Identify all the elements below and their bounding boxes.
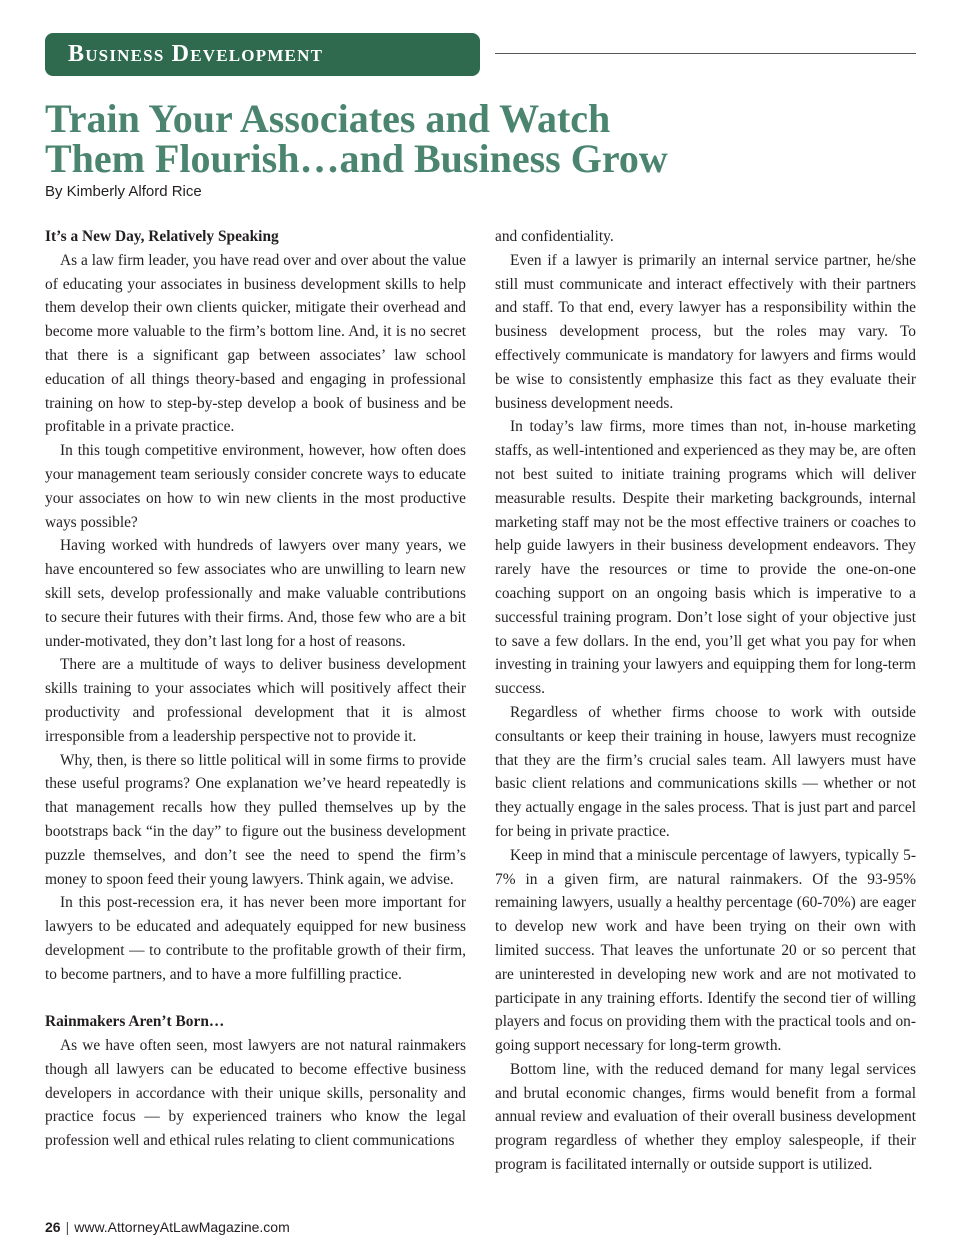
paragraph: In this post-recession era, it has never been more important for lawyers to be educated and adequately equipped for new business development — to contribute to the profitable growth of their firm, to become partners, and to have a more fulfilling practice. (45, 894, 466, 983)
paragraph: As a law firm leader, you have read over and over about the value of educating your associates in business development skills to help them develop their own clients quicker, mitigate their overhead and become more valuable to the firm’s bottom line. And, it is no secret that there is a significant gap between associates’ law school education of all things theory-based and engaging in professional training on how to step-by-step develop a book of business and be profitable in a private practice. (45, 251, 466, 436)
paragraph: Having worked with hundreds of lawyers over many years, we have encountered so few associates who are unwilling to learn new skill sets, develop professionally and make valuable contributions to secure their futures with their firms. And, those few who are a bit under-motivated, they don’t last long for a host of reasons. (45, 537, 466, 650)
paragraph: As we have often seen, most lawyers are not natural rainmakers though all lawyers can be educated to become effective business developers in accordance with their unique skills, personality and practice focus — by experienced trainers who know the legal profession well and ethical rules relating to client communications (45, 1037, 466, 1150)
article-title-line-1: Train Your Associates and Watch (45, 96, 611, 141)
paragraph: Bottom line, with the reduced demand for many legal services and brutal economic changes, firms would benefit from a formal annual review and evaluation of their overall business development program regardless of whether they employ salespeople, if their program is facilitated internally or outside support is utilized. (495, 1060, 916, 1174)
page-number: 26 (45, 1219, 61, 1235)
paragraph: Keep in mind that a miniscule percentage of lawyers, typically 5-7% in a given firm, are natural rainmakers. Of the 93-95% remaining lawyers, usually a healthy percentage (60-70%) are eager to develop new work and have been trying on their own with limited success. That leaves the unfortunate 20 or so percent that are uninterested in developing new work and are not motivated to participate in any training efforts. Identify the second tier of willing players and focus on providing them with the practical tools and on-going support necessary for long-term growth. (495, 846, 916, 1055)
paragraph: In today’s law firms, more times than not, in-house marketing staffs, as well-intentioned and experienced as they may be, are often not best suited to initiate training programs which will deliver measurable results. Despite their marketing backgrounds, internal marketing staff may not be the most effective trainers or coaches to help guide lawyers in their business development endeavors. They rarely have the resources or time to provide the one-on-one coaching support on an ongoing basis which is imperative to a successful training program. Don’t lose sight of your objective just to save a few dollars. In the end, you’ll get what you pay for when investing in training your lawyers and equipping them for long-term success. (495, 418, 916, 698)
section-label: Business Development (45, 33, 480, 76)
paragraph: Why, then, is there so little political will in some firms to provide these useful programs? One explanation we’ve heard repeatedly is that management recalls how they pulled themselves up by the bootstraps back “in the day” to figure out the business development puzzle themselves, and don’t see the need to spend the firm’s money to spoon feed their young lawyers. Think again, we advise. (45, 751, 466, 888)
byline: By Kimberly Alford Rice (45, 183, 202, 200)
website-link[interactable]: www.AttorneyAtLawMagazine.com (74, 1219, 290, 1235)
subheading-new-day: It’s a New Day, Relatively Speaking (45, 228, 279, 245)
paragraph: Even if a lawyer is primarily an internal service partner, he/she still must communicate and interact effectively with their partners and staff. To that end, every lawyer has a responsibility within the business development process, but the roles may vary. To effectively communicate is mandatory for lawyers and firms would be wise to consistently emphasize this fact as they evaluate their business development needs. (495, 251, 916, 412)
paragraph: Regardless of whether firms choose to work with outside consultants or keep their training in house, lawyers must recognize that they are the firm’s crucial sales team. All lawyers must have basic client relations and communications skills — whether or not they actually engage in the sales process. That is just part and parcel for being in private practice. (495, 703, 916, 840)
paragraph: In this tough competitive environment, however, how often does your management team seriously consider concrete ways to educate your associates on how to win new clients in the most productive ways possible? (45, 442, 466, 531)
article-title-line-2: Them Flourish…and Business Grow (45, 136, 668, 181)
page-footer (45, 1219, 290, 1235)
right-column (495, 225, 916, 1177)
header-divider (495, 53, 916, 54)
subheading-rainmakers: Rainmakers Aren’t Born… (45, 1013, 225, 1031)
paragraph: There are a multitude of ways to deliver business development skills training to your associates which will positively affect their productivity and professional development that it is almost irresponsible from a leadership perspective not to provide it. (45, 656, 466, 745)
article-title (45, 96, 925, 181)
footer-separator: | (65, 1219, 70, 1235)
paragraph-continued: and confidentiality. (495, 228, 614, 245)
left-column (45, 225, 466, 1153)
